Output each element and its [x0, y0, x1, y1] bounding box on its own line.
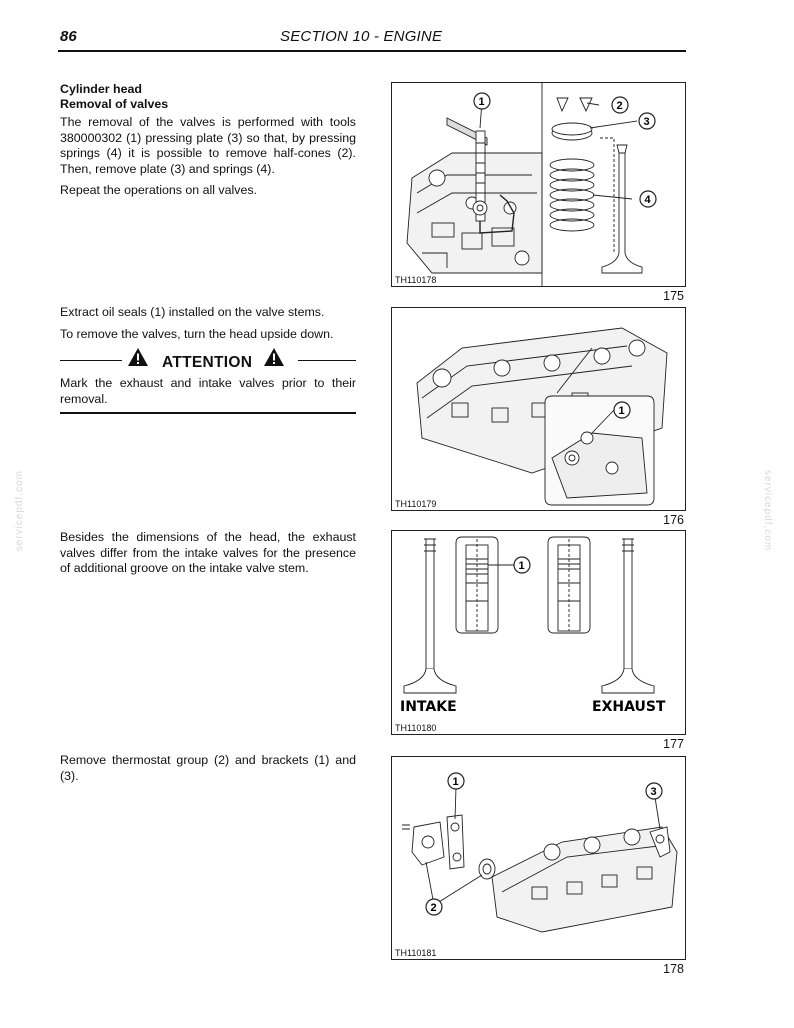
heading-removal-of-valves: Removal of valves	[60, 97, 169, 111]
figure-intake-exhaust-valves	[391, 530, 686, 735]
callout-label-1: 1	[518, 560, 525, 572]
warning-triangle-icon	[127, 347, 149, 367]
valves-comparison-drawing	[392, 531, 685, 734]
callout-label-1: 1	[618, 405, 625, 417]
paragraph-removal-procedure: The removal of the valves is performed with tools 380000302 (1) pressing plate (3) so that, by pressing springs (4) it is possible to remove half-cones (2). Then, remove plate (3) and springs (4).	[60, 115, 356, 176]
figure-number: 176	[663, 513, 684, 527]
page-number: 86	[60, 28, 77, 45]
section-title: SECTION 10 - ENGINE	[280, 28, 443, 45]
callout-label-1: 1	[478, 96, 485, 108]
figure-oil-seals	[391, 307, 686, 511]
text-block-valve-difference	[60, 530, 356, 583]
text-block-oil-seals	[60, 305, 356, 348]
figure-code: TH110181	[395, 948, 437, 958]
oil-seals-drawing	[392, 308, 685, 510]
paragraph-extract-oil-seals: Extract oil seals (1) installed on the valve stems.	[60, 305, 325, 319]
callout-label-3: 3	[643, 116, 650, 128]
paragraph-warning: Mark the exhaust and intake valves prior to their removal.	[60, 376, 356, 406]
figure-number: 177	[663, 737, 684, 751]
callout-label-1: 1	[452, 776, 459, 788]
attention-rule-left	[60, 360, 122, 361]
figure-number: 175	[663, 289, 684, 303]
callout-label-2: 2	[430, 902, 437, 914]
paragraph-valve-difference: Besides the dimensions of the head, the exhaust valves differ from the intake valves for the presence of additional groove on the intake valve stem.	[60, 530, 356, 576]
paragraph-turn-head: To remove the valves, turn the head upside down.	[60, 326, 334, 341]
paragraph-remove-thermostat: Remove thermostat group (2) and brackets (1) and (3).	[60, 753, 356, 783]
label-intake: INTAKE	[400, 699, 457, 715]
paragraph-repeat: Repeat the operations on all valves.	[60, 183, 257, 198]
figure-code: TH110178	[395, 275, 437, 285]
figure-176-callouts	[614, 402, 630, 418]
attention-label: ATTENTION	[162, 354, 253, 371]
label-exhaust: EXHAUST	[592, 699, 666, 715]
attention-rule-right	[298, 360, 356, 361]
warning-triangle-icon	[263, 347, 285, 367]
warning-text	[60, 376, 356, 413]
heading-cylinder-head: Cylinder head	[60, 82, 142, 96]
text-block-thermostat	[60, 753, 356, 790]
figure-177-callouts	[514, 557, 530, 573]
warning-rule	[60, 412, 356, 414]
callout-label-2: 2	[616, 100, 623, 112]
text-block-removal-of-valves	[60, 82, 356, 205]
watermark-right: servicepdf.com	[762, 470, 773, 552]
watermark-left: servicepdf.com	[14, 470, 25, 552]
figure-thermostat-group	[391, 756, 686, 960]
figure-valve-removal-tool	[391, 82, 686, 287]
callout-label-4: 4	[644, 194, 651, 206]
valve-removal-drawing	[392, 83, 685, 286]
figure-number: 178	[663, 962, 684, 976]
thermostat-drawing	[392, 757, 685, 959]
callout-label-3: 3	[650, 786, 657, 798]
figure-code: TH110179	[395, 499, 437, 509]
figure-code: TH110180	[395, 723, 437, 733]
header-rule	[58, 50, 686, 52]
